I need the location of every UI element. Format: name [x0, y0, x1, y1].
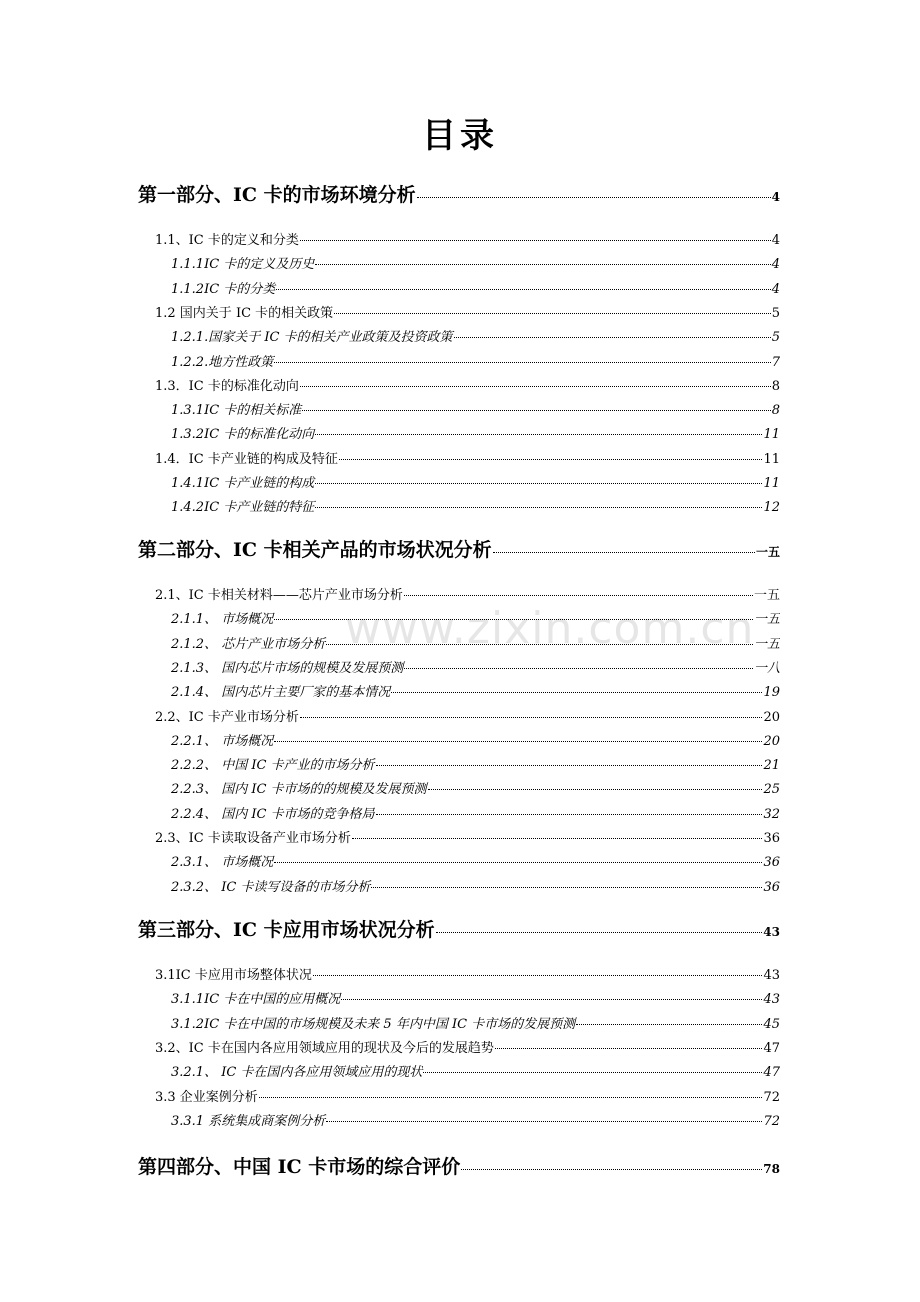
toc-subsection-entry[interactable]	[171, 681, 780, 700]
page-title: 目录	[422, 116, 498, 156]
watermark: www.zixin.com.cn	[345, 603, 755, 654]
toc-entry-text: 1.3.1IC 卡的相关标准	[171, 403, 302, 418]
dot-leader	[352, 838, 763, 839]
dot-leader	[376, 814, 763, 815]
toc-entry-text: 1.4.2IC 卡产业链的特征	[171, 500, 315, 515]
toc-section-entry[interactable]	[155, 302, 780, 321]
toc-subsection-entry[interactable]	[171, 778, 780, 797]
toc-subsection-entry[interactable]	[171, 633, 780, 652]
dot-leader	[454, 337, 771, 338]
toc-page-number: 8	[771, 403, 780, 418]
toc-subsection-entry[interactable]	[171, 754, 780, 773]
toc-subsection-entry[interactable]	[171, 278, 780, 297]
toc-page-number: 一八	[753, 661, 780, 676]
dot-leader	[276, 289, 770, 290]
toc-page-number: 20	[763, 710, 780, 725]
toc-entry-text: 3.2.1、 IC 卡在国内各应用领域应用的现状	[171, 1065, 423, 1080]
toc-page-number: 11	[763, 476, 780, 491]
toc-entry-text: 3.1.2IC 卡在中国的市场规模及未来 5 年内中国 IC 卡市场的发展预测	[171, 1017, 576, 1032]
toc-page-number: 一五	[753, 612, 780, 627]
dot-leader	[376, 765, 763, 766]
toc-page-number: 43	[763, 992, 780, 1007]
toc-entry-text: 2.2、IC 卡产业市场分析	[155, 710, 299, 725]
toc-page-number: 32	[763, 807, 780, 822]
toc-section-entry[interactable]	[155, 584, 780, 603]
toc-entry-text: 1.1.2IC 卡的分类	[171, 282, 276, 297]
toc-entry-text: 第四部分、中国 IC 卡市场的综合评价	[138, 1156, 461, 1178]
toc-part-heading[interactable]	[138, 180, 780, 207]
toc-page-number: 19	[763, 685, 780, 700]
dot-leader	[326, 644, 753, 645]
toc-entry-text: 3.1IC 卡应用市场整体状况	[155, 968, 312, 983]
dot-leader	[436, 932, 763, 933]
toc-page-number: 78	[763, 1162, 780, 1176]
toc-section-entry[interactable]	[155, 706, 780, 725]
dot-leader	[300, 717, 763, 718]
toc-page-number: 20	[763, 734, 780, 749]
toc-entry-text: 1.2 国内关于 IC 卡的相关政策	[155, 306, 334, 321]
toc-entry-text: 2.3、IC 卡读取设备产业市场分析	[155, 831, 351, 846]
dot-leader	[371, 887, 762, 888]
toc-subsection-entry[interactable]	[171, 1061, 780, 1080]
toc-entry-text: 1.1、IC 卡的定义和分类	[155, 233, 299, 248]
toc-entry-text: 2.2.1、 市场概况	[171, 734, 274, 749]
toc-page-number: 5	[771, 330, 780, 345]
toc-subsection-entry[interactable]	[171, 351, 780, 370]
toc-subsection-entry[interactable]	[171, 1013, 780, 1032]
dot-leader	[404, 595, 753, 596]
dot-leader	[274, 741, 762, 742]
toc-section-entry[interactable]	[155, 964, 780, 983]
toc-subsection-entry[interactable]	[171, 803, 780, 822]
toc-page-number: 一五	[753, 588, 780, 603]
toc-section-entry[interactable]	[155, 229, 780, 248]
toc-page-number: 4	[771, 282, 780, 297]
toc-page-number: 72	[763, 1090, 780, 1105]
toc-entry-text: 1.2.2.地方性政策	[171, 355, 274, 370]
toc-page-number: 4	[771, 233, 780, 248]
toc-page-number: 43	[763, 968, 780, 983]
toc-page-number: 7	[771, 355, 780, 370]
toc-page-number: 36	[763, 855, 780, 870]
toc-entry-text: 3.2、IC 卡在国内各应用领域应用的现状及今后的发展趋势	[155, 1041, 494, 1056]
dot-leader	[428, 789, 763, 790]
toc-page-number: 45	[763, 1017, 780, 1032]
dot-leader	[274, 362, 771, 363]
dot-leader	[313, 975, 763, 976]
toc-entry-text: 1.3.2IC 卡的标准化动向	[171, 427, 315, 442]
toc-section-entry[interactable]	[155, 1086, 780, 1105]
toc-entry-text: 2.2.3、 国内 IC 卡市场的的规模及发展预测	[171, 782, 427, 797]
toc-entry-text: 2.2.4、 国内 IC 卡市场的竞争格局	[171, 807, 375, 822]
toc-subsection-entry[interactable]	[171, 730, 780, 749]
toc-page-number: 47	[763, 1065, 780, 1080]
toc-page-number: 47	[763, 1041, 780, 1056]
toc-subsection-entry[interactable]	[171, 988, 780, 1007]
toc-entry-text: 1.4.1IC 卡产业链的构成	[171, 476, 315, 491]
toc-page-number: 12	[763, 500, 780, 515]
dot-leader	[300, 386, 771, 387]
toc-page-number: 36	[763, 880, 780, 895]
toc-part-heading[interactable]	[138, 535, 780, 562]
toc-entry-text: 1.1.1IC 卡的定义及历史	[171, 257, 315, 272]
toc-subsection-entry[interactable]	[171, 496, 780, 515]
dot-leader	[274, 619, 753, 620]
toc-subsection-entry[interactable]	[171, 1110, 780, 1129]
toc-entry-text: 2.1.2、 芯片产业市场分析	[171, 637, 326, 652]
dot-leader	[417, 197, 771, 198]
toc-page-number: 5	[771, 306, 780, 321]
toc-entry-text: 2.1.3、 国内芯片市场的规模及发展预测	[171, 661, 404, 676]
toc-page-number: 11	[763, 427, 780, 442]
dot-leader	[391, 692, 762, 693]
toc-part-heading[interactable]	[138, 1152, 780, 1179]
toc-section-entry[interactable]	[155, 1037, 780, 1056]
toc-subsection-entry[interactable]	[171, 876, 780, 895]
dot-leader	[495, 1048, 763, 1049]
dot-leader	[315, 507, 762, 508]
toc-subsection-entry[interactable]	[171, 851, 780, 870]
dot-leader	[274, 862, 762, 863]
toc-subsection-entry[interactable]	[171, 657, 780, 676]
toc-entry-text: 2.3.1、 市场概况	[171, 855, 274, 870]
toc-page-number: 72	[763, 1114, 780, 1129]
toc-entry-text: 3.3.1 系统集成商案例分析	[171, 1114, 326, 1129]
toc-entry-text: 3.1.1IC 卡在中国的应用概况	[171, 992, 341, 1007]
toc-section-entry[interactable]	[155, 448, 780, 467]
toc-entry-text: 2.1.1、 市场概况	[171, 612, 274, 627]
toc-entry-text: 1.2.1.国家关于 IC 卡的相关产业政策及投资政策	[171, 330, 453, 345]
toc-page-number: 36	[763, 831, 780, 846]
toc-entry-text: 2.3.2、 IC 卡读写设备的市场分析	[171, 880, 371, 895]
dot-leader	[259, 1097, 763, 1098]
toc-section-entry[interactable]	[155, 375, 780, 394]
dot-leader	[334, 313, 771, 314]
dot-leader	[493, 552, 755, 553]
toc-page-number: 25	[763, 782, 780, 797]
toc-entry-text: 2.2.2、 中国 IC 卡产业的市场分析	[171, 758, 375, 773]
toc-subsection-entry[interactable]	[171, 253, 780, 272]
toc-page-number: 4	[771, 190, 780, 204]
toc-subsection-entry[interactable]	[171, 326, 780, 345]
toc-subsection-entry[interactable]	[171, 399, 780, 418]
toc-entry-text: 1.4．IC 卡产业链的构成及特征	[155, 452, 338, 467]
dot-leader	[339, 459, 763, 460]
toc-section-entry[interactable]	[155, 827, 780, 846]
toc-page-number: 11	[763, 452, 780, 467]
toc-entry-text: 1.3．IC 卡的标准化动向	[155, 379, 299, 394]
toc-subsection-entry[interactable]	[171, 608, 780, 627]
toc-page-number: 21	[763, 758, 780, 773]
toc-subsection-entry[interactable]	[171, 423, 780, 442]
toc-entry-text: 第二部分、IC 卡相关产品的市场状况分析	[138, 539, 492, 561]
dot-leader	[315, 434, 762, 435]
toc-entry-text: 第三部分、IC 卡应用市场状况分析	[138, 919, 435, 941]
dot-leader	[315, 264, 770, 265]
dot-leader	[302, 410, 770, 411]
toc-entry-text: 第一部分、IC 卡的市场环境分析	[138, 184, 416, 206]
toc-page-number: 43	[763, 925, 780, 939]
toc-page-number: 一五	[753, 637, 780, 652]
dot-leader	[576, 1024, 762, 1025]
toc-part-heading[interactable]	[138, 915, 780, 942]
toc-page-number: 一五	[755, 545, 780, 559]
toc-page-number: 4	[771, 257, 780, 272]
toc-entry-text: 3.3 企业案例分析	[155, 1090, 258, 1105]
toc-subsection-entry[interactable]	[171, 472, 780, 491]
toc-page-number: 8	[771, 379, 780, 394]
toc-entry-text: 2.1.4、 国内芯片主要厂家的基本情况	[171, 685, 391, 700]
dot-leader	[423, 1072, 762, 1073]
dot-leader	[315, 483, 762, 484]
dot-leader	[300, 240, 771, 241]
toc-entry-text: 2.1、IC 卡相关材料——芯片产业市场分析	[155, 588, 403, 603]
dot-leader	[404, 668, 753, 669]
dot-leader	[341, 999, 762, 1000]
dot-leader	[326, 1121, 762, 1122]
dot-leader	[461, 1169, 762, 1170]
